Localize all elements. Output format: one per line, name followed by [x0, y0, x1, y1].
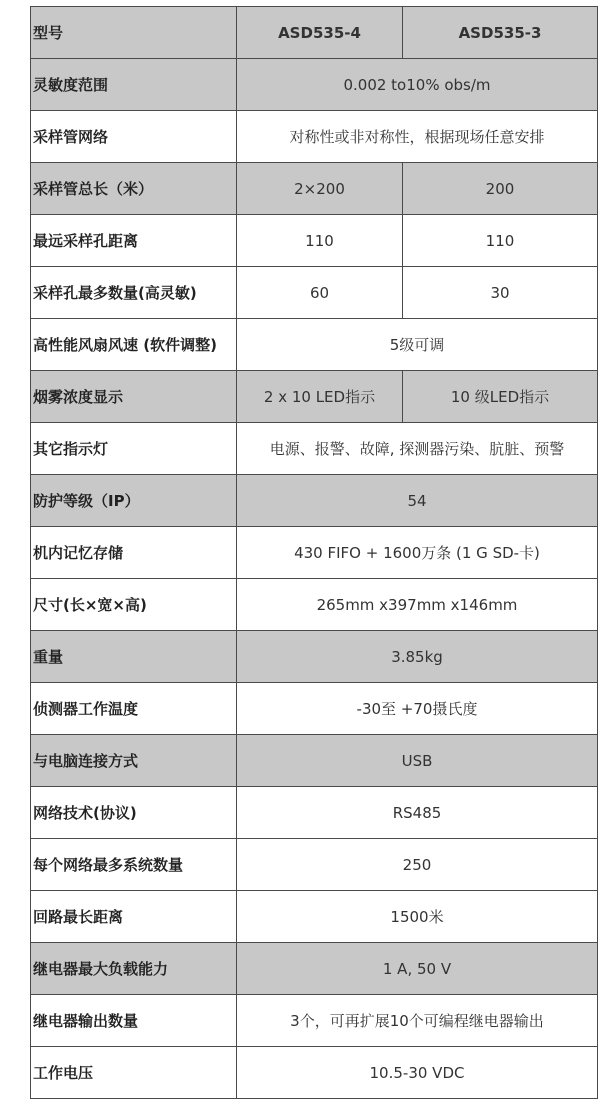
row-value: 3个，可再扩展10个可编程继电器输出: [237, 995, 598, 1047]
table-row: [31, 943, 598, 995]
table-row: [31, 527, 598, 579]
table-row: [31, 735, 598, 787]
table-row: [31, 891, 598, 943]
row-value: -30至 +70摄氏度: [237, 683, 598, 735]
row-value-b: 110: [403, 215, 598, 267]
row-value-a: 2×200: [237, 163, 403, 215]
row-value: 1 A, 50 V: [237, 943, 598, 995]
row-value: 250: [237, 839, 598, 891]
row-value: 0.002 to10% obs/m: [237, 59, 598, 111]
table-row: [31, 371, 598, 423]
table-row: [31, 631, 598, 683]
table-row: [31, 163, 598, 215]
row-label: 其它指示灯: [31, 423, 237, 475]
row-value-a: 110: [237, 215, 403, 267]
row-value-b: 200: [403, 163, 598, 215]
row-value: 430 FIFO + 1600万条 (1 G SD-卡): [237, 527, 598, 579]
table-row: [31, 839, 598, 891]
row-label: 与电脑连接方式: [31, 735, 237, 787]
row-value-a: 60: [237, 267, 403, 319]
table-header-row: [31, 7, 598, 59]
spec-table: [30, 6, 598, 1099]
row-label: 烟雾浓度显示: [31, 371, 237, 423]
row-value: 10.5-30 VDC: [237, 1047, 598, 1099]
row-value: 3.85kg: [237, 631, 598, 683]
row-label: 重量: [31, 631, 237, 683]
header-model-label: 型号: [31, 7, 237, 59]
row-value: 265mm x397mm x146mm: [237, 579, 598, 631]
table-row: [31, 111, 598, 163]
row-label: 采样管网络: [31, 111, 237, 163]
row-label: 机内记忆存储: [31, 527, 237, 579]
row-value: RS485: [237, 787, 598, 839]
row-value: 电源、报警、故障, 探测器污染、肮脏、预警: [237, 423, 598, 475]
header-model-b: ASD535-3: [403, 7, 598, 59]
row-label: 网络技术(协议): [31, 787, 237, 839]
row-label: 最远采样孔距离: [31, 215, 237, 267]
row-value: 1500米: [237, 891, 598, 943]
row-label: 防护等级（IP）: [31, 475, 237, 527]
row-value: 5级可调: [237, 319, 598, 371]
table-row: [31, 787, 598, 839]
table-row: [31, 423, 598, 475]
row-value: USB: [237, 735, 598, 787]
row-label: 尺寸(长×宽×高): [31, 579, 237, 631]
row-label: 回路最长距离: [31, 891, 237, 943]
row-value: 54: [237, 475, 598, 527]
row-label: 继电器最大负载能力: [31, 943, 237, 995]
table-row: [31, 579, 598, 631]
row-label: 灵敏度范围: [31, 59, 237, 111]
row-label: 继电器输出数量: [31, 995, 237, 1047]
row-value-b: 30: [403, 267, 598, 319]
table-row: [31, 319, 598, 371]
table-row: [31, 215, 598, 267]
table-row: [31, 59, 598, 111]
table-row: [31, 683, 598, 735]
row-value-a: 2 x 10 LED指示: [237, 371, 403, 423]
header-model-a: ASD535-4: [237, 7, 403, 59]
row-value-b: 10 级LED指示: [403, 371, 598, 423]
row-label: 工作电压: [31, 1047, 237, 1099]
row-label: 每个网络最多系统数量: [31, 839, 237, 891]
table-row: [31, 1047, 598, 1099]
row-label: 侦测器工作温度: [31, 683, 237, 735]
table-row: [31, 995, 598, 1047]
table-row: [31, 267, 598, 319]
row-label: 采样管总长（米）: [31, 163, 237, 215]
row-value: 对称性或非对称性，根据现场任意安排: [237, 111, 598, 163]
table-row: [31, 475, 598, 527]
row-label: 采样孔最多数量(高灵敏): [31, 267, 237, 319]
row-label: 高性能风扇风速 (软件调整): [31, 319, 237, 371]
